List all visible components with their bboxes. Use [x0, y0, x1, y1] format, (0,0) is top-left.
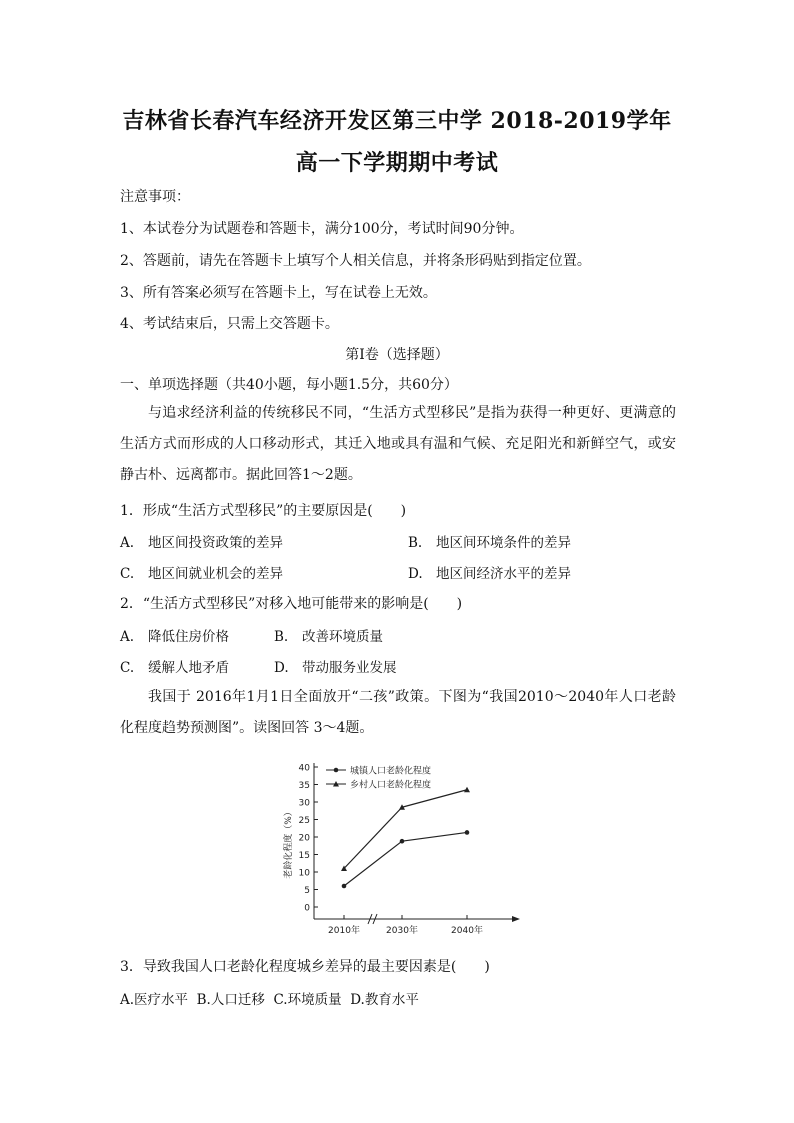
q2-option-c: C. 缓解人地矛盾 — [120, 660, 229, 676]
passage-1: 与追求经济利益的传统移民不同，“生活方式型移民”是指为获得一种更好、更满意的生活方式而形成的人口移动形式，其迁入地或具有温和气候、充足阳光和新鲜空气，或安静古朴、远离都市。据此回答1～2题。 — [120, 405, 676, 483]
y-tick-label: 15 — [298, 851, 310, 861]
q2-option-b: B. 改善环境质量 — [274, 629, 383, 645]
data-point-circle — [342, 884, 347, 889]
series-line-segment — [402, 790, 467, 808]
q2-option-a: A. 降低住房价格 — [120, 629, 229, 645]
q3-option-b: B.人口迁移 — [196, 992, 265, 1008]
x-tick-label: 2030年 — [386, 926, 418, 936]
x-tick-label: 2010年 — [328, 926, 360, 936]
y-tick-label: 35 — [298, 781, 310, 791]
q3-option-d: D.教育水平 — [350, 992, 419, 1008]
series-line-segment — [402, 832, 467, 841]
exam-title-line1: 吉林省长春汽车经济开发区第三中学 2018-2019学年 — [122, 108, 672, 134]
notice-item: 4、考试结束后，只需上交答题卡。 — [120, 316, 339, 332]
question-1-stem: 1．形成“生活方式型移民”的主要原因是( ) — [120, 503, 407, 519]
part-heading: 一、单项选择题（共40小题，每小题1.5分，共60分） — [120, 377, 458, 393]
q1-option-a: A. 地区间投资政策的差异 — [120, 535, 283, 551]
data-point-circle — [400, 839, 405, 844]
q3-options — [120, 988, 419, 1008]
notice-item: 2、答题前，请先在答题卡上填写个人相关信息，并将条形码贴到指定位置。 — [120, 253, 591, 269]
data-point-triangle — [464, 787, 470, 793]
series-line-segment — [344, 807, 402, 868]
passage-2: 我国于 2016年1月1日全面放开“二孩”政策。下图为“我国2010～2040年人口老龄化程度趋势预测图”。读图回答 3～4题。 — [120, 689, 676, 736]
y-tick-label: 40 — [298, 763, 310, 774]
legend-label: 乡村人口老龄化程度 — [350, 780, 432, 791]
question-2-stem: 2．“生活方式型移民”对移入地可能带来的影响是( ) — [120, 596, 463, 612]
series-line-segment — [344, 841, 402, 886]
section-title: 第Ⅰ卷（选择题） — [345, 347, 449, 363]
question-3-stem: 3．导致我国人口老龄化程度城乡差异的最主要因素是( ) — [120, 959, 490, 975]
aging-trend-chart — [270, 755, 540, 945]
q1-option-d: D. 地区间经济水平的差异 — [408, 566, 571, 582]
notice-item: 1、本试卷分为试题卷和答题卡，满分100分，考试时间90分钟。 — [120, 221, 524, 237]
y-axis-label: 老龄化程度（%） — [284, 807, 294, 879]
y-tick-label: 0 — [304, 903, 310, 914]
q2-option-d: D. 带动服务业发展 — [274, 660, 397, 676]
notice-heading: 注意事项： — [120, 189, 190, 205]
exam-title-line2: 高一下学期期中考试 — [295, 150, 499, 176]
legend-marker-circle — [334, 768, 339, 773]
y-tick-label: 10 — [298, 868, 310, 879]
y-tick-label: 25 — [298, 816, 310, 826]
y-tick-label: 5 — [304, 886, 310, 896]
q3-option-a: A.医疗水平 — [120, 992, 189, 1008]
notice-item: 3、所有答案必须写在答题卡上，写在试卷上无效。 — [120, 285, 437, 301]
q3-option-c: C.环境质量 — [273, 992, 342, 1008]
q1-option-c: C. 地区间就业机会的差异 — [120, 566, 283, 582]
x-axis-arrow — [512, 916, 520, 922]
x-tick-label: 2040年 — [451, 926, 483, 936]
y-tick-label: 20 — [298, 833, 310, 844]
legend-label: 城镇人口老龄化程度 — [350, 766, 432, 777]
y-tick-label: 30 — [298, 798, 310, 809]
q1-option-b: B. 地区间环境条件的差异 — [408, 535, 571, 551]
data-point-circle — [465, 830, 470, 835]
